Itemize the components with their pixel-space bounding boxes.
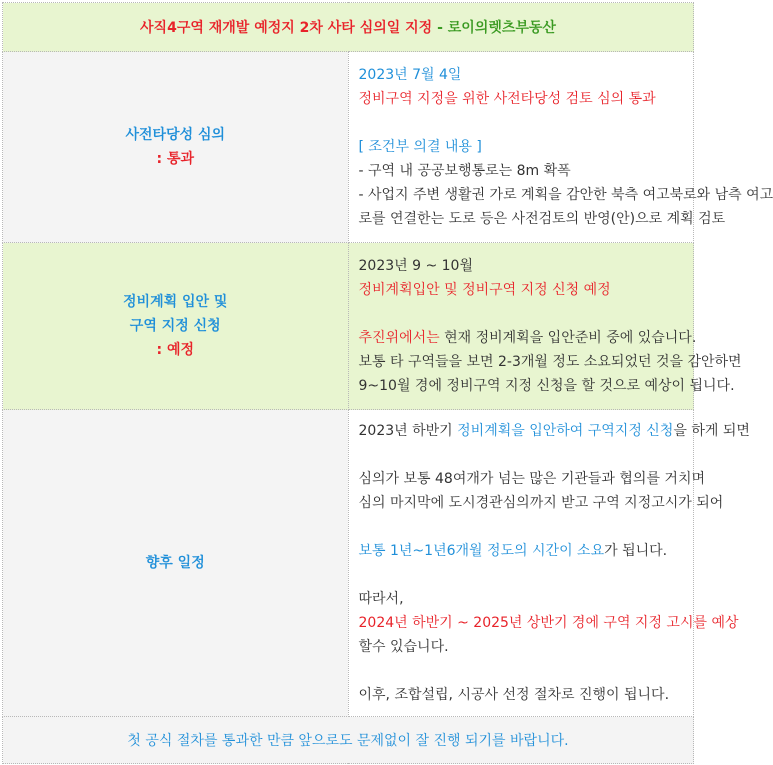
- paragraph-line: 따라서,: [358, 591, 404, 607]
- content-pre-review: [348, 52, 773, 243]
- title-row: [3, 3, 694, 52]
- paragraph-line: 심의가 보통 48여개가 넘는 많은 기관들과 협의를 거치며: [358, 471, 705, 487]
- label-plan-application: [3, 243, 349, 410]
- label-pre-review: [3, 52, 349, 243]
- content-plan-application: [348, 243, 742, 410]
- highlight-text: 보통 1년~1년6개월 정도의 시간이 소요: [358, 543, 605, 559]
- body-text: 을 하게 되면: [673, 423, 750, 439]
- label-status: : 예정: [156, 342, 195, 358]
- info-table: [2, 2, 773, 764]
- paragraph-line: [358, 419, 750, 443]
- highlight-text: 2024년 하반기 ~ 2025년 상반기 경에 구역 지정 고시를 예상: [358, 615, 739, 631]
- headline-text: 정비구역 지정을 위한 사전타당성 검토 심의 통과: [358, 91, 656, 107]
- label-text: 사전타당성 심의: [125, 127, 226, 143]
- condition-heading: [ 조건부 의결 내용 ]: [358, 139, 482, 155]
- brand-name: 로이의렛츠부동산: [447, 20, 556, 36]
- highlight-text: 정비계획을 입안하여 구역지정 신청: [457, 423, 674, 439]
- body-text: 가 됩니다.: [604, 543, 668, 559]
- headline-text: 정비계획입안 및 정비구역 지정 신청 예정: [358, 282, 611, 298]
- paragraph-line: 할수 있습니다.: [358, 639, 449, 655]
- label-text: 향후 일정: [145, 555, 205, 571]
- body-text: 2023년 하반기: [358, 423, 458, 439]
- page-title: 사직4구역 재개발 예정지 2차 사타 심의일 지정: [140, 20, 433, 36]
- body-text: 현재 정비계획을 입안준비 중에 있습니다.: [439, 330, 697, 346]
- condition-item-continued: 로를 연결한는 도로 등은 사전검토의 반영(안)으로 계획 검토: [358, 211, 726, 227]
- date-text: 2023년 9 ~ 10월: [358, 258, 473, 274]
- content-future-schedule: [348, 410, 750, 717]
- condition-item: - 사업지 주변 생활권 가로 계획을 감안한 북측 여고북로와 남측 여고: [358, 187, 773, 203]
- paragraph-line: [358, 326, 697, 350]
- date-text: 2023년 7월 4일: [358, 67, 462, 83]
- label-status: : 통과: [156, 151, 195, 167]
- highlight-text: 추진위에서는: [358, 330, 440, 346]
- paragraph-line: [359, 539, 684, 563]
- label-text: 구역 지정 신청: [129, 318, 221, 334]
- title-separator: -: [432, 20, 448, 36]
- paragraph-line: 심의 마지막에 도시경관심의까지 받고 구역 지정고시가 되어: [358, 495, 724, 511]
- paragraph-line: 보통 타 구역들을 보면 2-3개월 정도 소요되었던 것을 감안하면: [358, 354, 742, 370]
- paragraph-line: 9~10월 경에 정비구역 지정 신청을 할 것으로 예상이 됩니다.: [358, 378, 735, 394]
- label-text: 정비계획 입안 및: [123, 294, 228, 310]
- label-future-schedule: [3, 410, 349, 717]
- footer-note: 첫 공식 절차를 통과한 만큼 앞으로도 문제없이 잘 진행 되기를 바랍니다.: [3, 717, 694, 764]
- paragraph-line: 이후, 조합설립, 시공사 선정 절차로 진행이 됩니다.: [358, 687, 670, 703]
- condition-item: - 구역 내 공공보행통로는 8m 확폭: [358, 163, 571, 179]
